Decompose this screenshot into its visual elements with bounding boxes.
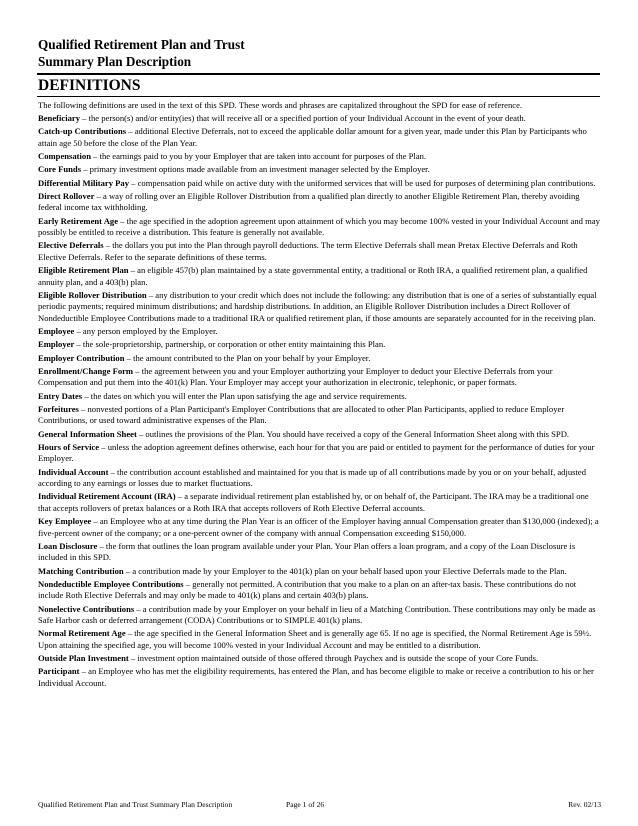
definition-item [38, 366, 601, 389]
section-heading: DEFINITIONS [38, 77, 141, 94]
section-divider [37, 96, 600, 97]
title-line-2: Summary Plan Description [38, 54, 192, 69]
definition-item [38, 666, 601, 689]
definition-text: any distribution to your credit which does not include the following: any distribution that is one of a series of substantially equal periodic payments; required minimum distributions; and hardship distributions. In addition, an Eligible Rollover Distribution includes a Direct Rollover of Nondeductible Employee Contributions made to a traditional IRA or qualified retirement plan, if those amounts are separately accounted for in the receiving plan. [38, 289, 597, 324]
definition-term: Key Employee [38, 516, 92, 527]
definition-term: Employee [38, 326, 75, 337]
definition-text: unless the adoption agreement defines otherwise, each hour for that you are paid or entitled to payment for the performance of duties for your Employer. [38, 441, 595, 464]
definition-term: Direct Rollover [38, 190, 95, 201]
footer-page-number: Page 1 of 26 [286, 800, 325, 809]
definition-text: the form that outlines the loan program available under your Plan. Your Plan offers a loan program, and a copy of the Loan Disclosure is included in this SPD. [38, 540, 576, 563]
definition-item [38, 326, 601, 338]
definition-text: a separate individual retirement plan established by, or on behalf of, the Participant. The IRA may be a traditional one that accepts rollovers of pretax balances or a Roth IRA that accepts rollovers of Roth Elective Deferral accounts. [38, 491, 589, 513]
definition-text: a contribution made by your Employer to the 401(k) plan on your behalf based upon your Elective Deferrals made to the Plan. [132, 565, 567, 576]
intro-paragraph: The following definitions are used in the text of this SPD. These words and phrases are capitalized throughout the SPD for ease of reference. [38, 100, 523, 110]
definition-term: Individual Retirement Account (IRA) [38, 491, 176, 502]
definition-text: the age specified in the General Information Sheet and is generally age 65. If no age is specified, the Normal Retirement Age is 59½. Upon attaining the specified age, you will become 100% vested in your Individual Account and may be entitled to a distribution. [38, 628, 592, 650]
definition-text: the earnings paid to you by your Employer that are taken into account for purposes of the Plan. [99, 151, 427, 162]
definition-text: the person(s) and/or entity(ies) that will receive all or a specified portion of your Individual Account in the event of your death. [88, 113, 526, 124]
definition-text: an eligible 457(b) plan maintained by a state governmental entity, a traditional or Roth IRA, a qualified retirement plan, a qualified annuity plan, and a 403(b) plan. [38, 265, 588, 287]
definition-term: Nonelective Contributions [38, 603, 135, 614]
definition-separator: – [136, 428, 146, 439]
definition-item [38, 178, 601, 190]
definition-separator: – [133, 365, 142, 376]
definition-separator: – [118, 215, 127, 226]
definition-item [38, 339, 601, 351]
definition-item [38, 467, 601, 490]
definition-separator: – [129, 177, 138, 188]
definition-text: the sole-proprietorship, partnership, or corporation or other entity maintaining this Plan. [82, 339, 386, 350]
definition-text: compensation paid while on active duty with the uniformed services that will be used for purposes of determining plan contributions. [137, 177, 596, 188]
definition-text: investment option maintained outside of those offered through Paychex and is outside the scope of your Core Funds. [137, 653, 539, 664]
definition-term: Enrollment/Change Form [38, 365, 134, 376]
definition-item [38, 442, 601, 465]
definition-text: any person employed by the Employer. [82, 326, 218, 337]
definition-item [38, 579, 601, 602]
definition-item [38, 628, 601, 651]
definition-text: an Employee who at any time during the Plan Year is an officer of the Employer having annual Compensation greater than $130,000 (indexed); a five-percent owner of the company; or a one-percent owner of the company with annual Compensation exceeding $150,000. [38, 516, 599, 538]
definition-item [38, 191, 601, 214]
definition-item [38, 151, 601, 163]
document-title [38, 36, 598, 70]
definition-text: a contribution made by your Employer on your behalf in lieu of a Matching Contribution. These contributions may only be made as Safe Harbor cash or deferred arrangement (CODA) Contributions or to SIMPLE 401(k) plans. [38, 603, 596, 626]
definition-item [38, 604, 601, 627]
definition-separator: – [94, 190, 103, 201]
definition-separator: – [97, 540, 106, 551]
definition-term: Forfeitures [38, 403, 79, 414]
definitions-body [38, 100, 601, 691]
definition-term: Catch-up Contributions [38, 126, 127, 137]
definition-term: Participant [38, 666, 80, 677]
definition-separator: – [74, 326, 83, 337]
definition-term: Eligible Rollover Distribution [38, 289, 147, 300]
definition-text: a way of rolling over an Eligible Rollover Distribution from a qualified plan directly to another Eligible Retirement Plan, thereby avoiding federal income tax withholding. [38, 190, 580, 213]
definitions-list [38, 113, 601, 689]
definition-term: Beneficiary [38, 113, 80, 124]
definition-item [38, 240, 601, 263]
definition-term: Employer [38, 339, 75, 350]
definition-item [38, 126, 601, 149]
definition-separator: – [91, 151, 100, 162]
definition-separator: – [79, 666, 89, 677]
definition-term: Outside Plan Investment [38, 653, 129, 664]
definition-separator: – [108, 466, 118, 477]
definition-separator: – [99, 441, 108, 452]
definition-separator: – [126, 126, 135, 137]
definition-item [38, 566, 601, 578]
definition-term: Employer Contribution [38, 352, 125, 363]
definition-term: Elective Deferrals [38, 240, 104, 251]
definition-item [38, 653, 601, 665]
definition-separator: – [183, 578, 193, 589]
definition-text: the dollars you put into the Plan through payroll deductions. The term Elective Deferrals shall mean Pretax Elective Deferrals and Roth Elective Deferrals. Refer to the separate definitions of these terms. [38, 240, 578, 262]
definition-item [38, 404, 601, 427]
definition-separator: – [81, 164, 90, 175]
definition-text: the age specified in the adoption agreement upon attainment of which you may become 100% vested in your Individual Account and may possibly be entitled to receive a distribution. This feature is generally not available. [38, 215, 600, 238]
definition-item [38, 290, 601, 325]
definition-item [38, 429, 601, 441]
header-divider [37, 73, 600, 75]
definition-item [38, 391, 601, 403]
definition-term: Differential Military Pay [38, 177, 130, 188]
definition-item [38, 491, 601, 514]
definition-item [38, 216, 601, 239]
definition-item [38, 265, 601, 288]
definition-separator: – [123, 565, 133, 576]
definition-item [38, 164, 601, 176]
footer-document-name: Qualified Retirement Plan and Trust Summary Plan Description [38, 800, 233, 809]
definition-term: Compensation [38, 151, 92, 162]
definition-text: primary investment options made available from an investment manager selected by the Employer. [89, 164, 430, 175]
definition-term: Entry Dates [38, 390, 83, 401]
definition-separator: – [80, 113, 89, 124]
definition-term: Early Retirement Age [38, 215, 119, 226]
definition-term: General Information Sheet [38, 428, 137, 439]
definition-term: Eligible Retirement Plan [38, 265, 129, 276]
definition-separator: – [175, 491, 185, 502]
definition-text: additional Elective Deferrals, not to exceed the applicable dollar amount for a given year, made under this Plan by Participants who attain age 50 before the close of the Plan Year. [38, 126, 587, 148]
definition-item [38, 541, 601, 564]
definition-separator: – [91, 516, 100, 527]
definition-text: the agreement between you and your Employer authorizing your Employer to deduct your Elective Deferrals from your Compensation and put them into the 401(k) Plan. Your Employer may accept your authorization in electronic, telephonic, or paper formats. [38, 365, 553, 388]
definition-term: Nondeductible Employee Contributions [38, 578, 184, 589]
definition-text: nonvested portions of a Plan Participant's Employer Contributions that are allocated to other Plan Participants, applied to reduce Employer Contributions, or used toward administrative expenses of the Plan. [38, 403, 565, 426]
definition-separator: – [103, 240, 113, 251]
title-line-1: Qualified Retirement Plan and Trust [38, 37, 245, 52]
definition-term: Hours of Service [38, 441, 100, 452]
definition-item [38, 353, 601, 365]
definition-separator: – [82, 390, 91, 401]
definition-term: Matching Contribution [38, 565, 124, 576]
definition-term: Loan Disclosure [38, 540, 98, 551]
definition-separator: – [146, 289, 156, 300]
definition-separator: – [128, 265, 138, 276]
definition-text: generally not permitted. A contribution that you make to a plan on an after-tax basis. These contributions do not include Roth Elective Deferrals and may only be made to 401(k) plans and certain 403(b) plans. [38, 578, 577, 601]
definition-text: an Employee who has met the eligibility requirements, has entered the Plan, and has become eligible to make or receive a contribution to his or her Individual Account. [38, 666, 594, 688]
page-footer [38, 799, 601, 811]
definition-separator: – [125, 628, 135, 639]
definition-separator: – [134, 603, 143, 614]
definition-item [38, 113, 601, 125]
definition-text: the contribution account established and maintained for you that is made up of all contributions made by you or on your behalf, adjusted according to any earnings or losses due to market fluctuations. [38, 466, 587, 489]
definition-separator: – [128, 653, 138, 664]
definition-separator: – [78, 403, 88, 414]
definition-text: the amount contributed to the Plan on your behalf by your Employer. [133, 352, 371, 363]
definition-separator: – [74, 339, 83, 350]
definition-term: Core Funds [38, 164, 82, 175]
definition-term: Individual Account [38, 466, 109, 477]
definition-separator: – [124, 352, 134, 363]
definition-term: Normal Retirement Age [38, 628, 126, 639]
definition-text: the dates on which you will enter the Plan upon satisfying the age and service requirements. [90, 390, 407, 401]
footer-revision: Rev. 02/13 [568, 800, 601, 809]
definition-item [38, 516, 601, 539]
definition-text: outlines the provisions of the Plan. You should have received a copy of the General Information Sheet along with this SPD. [145, 428, 570, 439]
